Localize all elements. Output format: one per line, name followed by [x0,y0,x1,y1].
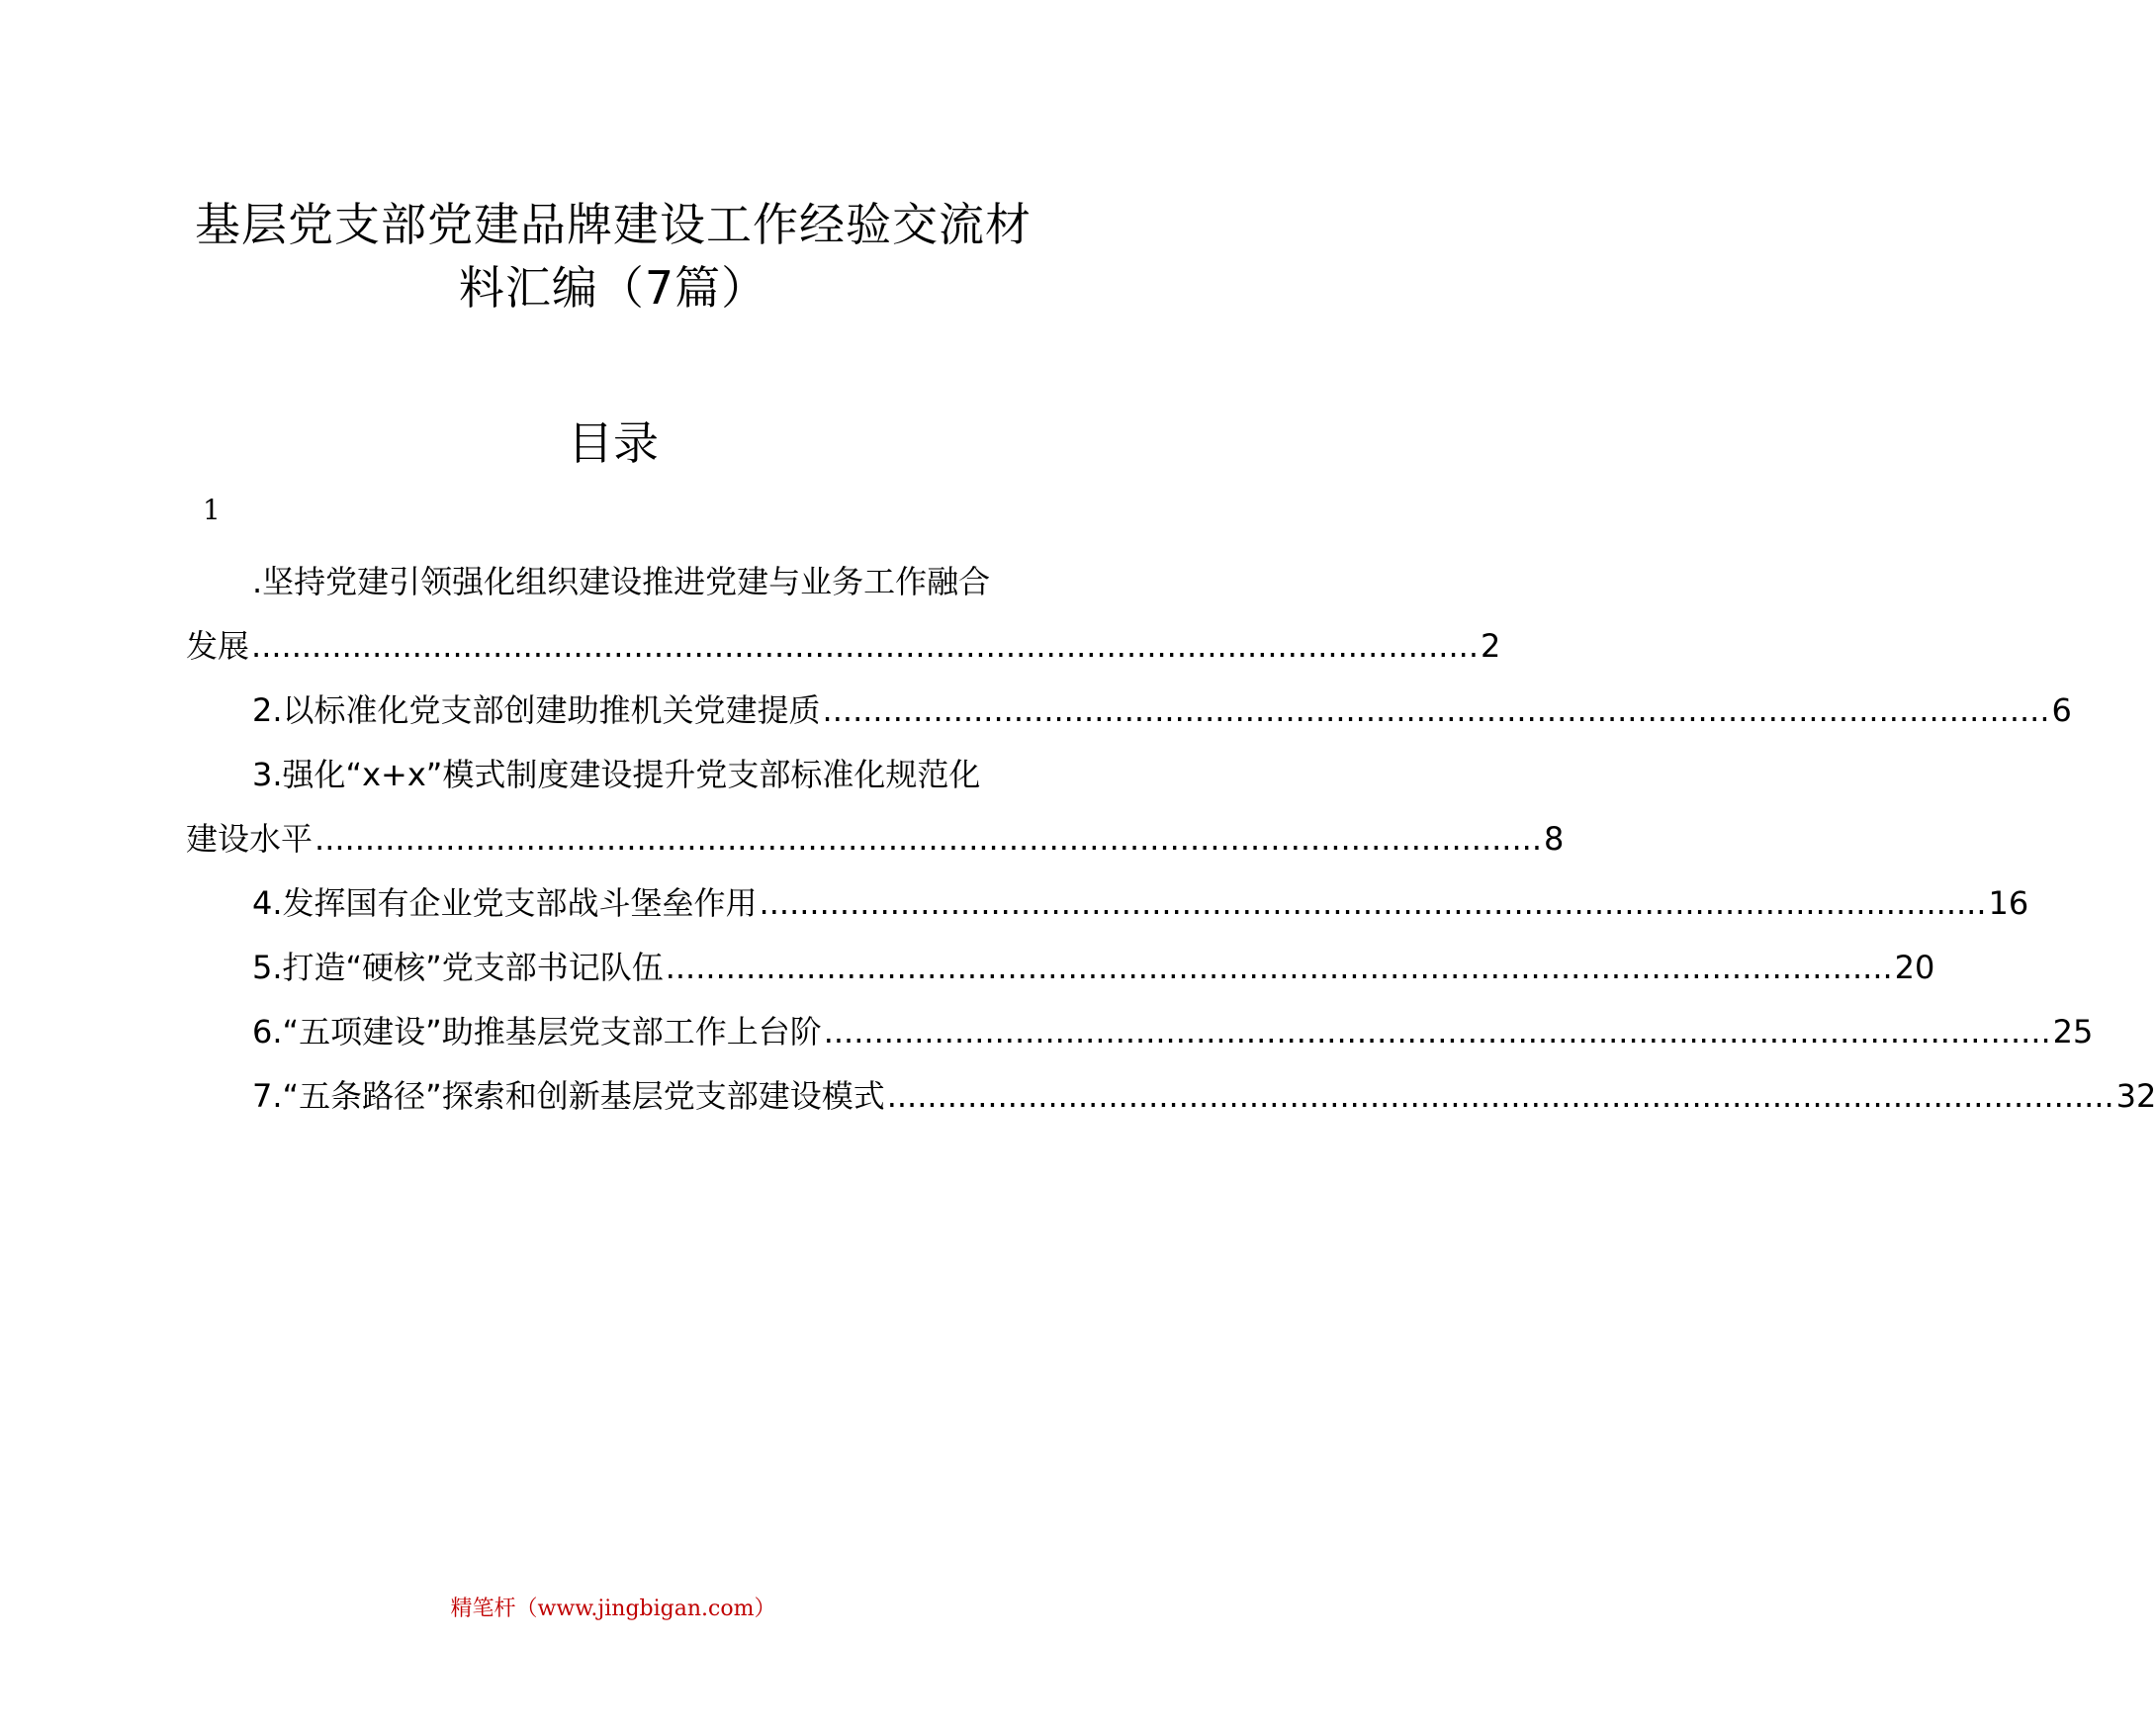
toc-entry-3-line-1[interactable] [186,743,1044,807]
toc-entry-title: 3.强化“x+x”模式制度建设提升党支部标准化规范化 [252,756,981,793]
toc-dot-leader: .......................................................................................................................... [822,691,2050,729]
toc-page-number: 20 [1894,949,1935,986]
toc-page-number: 25 [2052,1013,2094,1050]
toc-entry-title: 建设水平 [186,820,314,858]
toc-page-number: 6 [2051,691,2072,729]
toc-entry-title: 2.以标准化党支部创建助推机关党建提质 [252,691,821,729]
toc-page-number: 8 [1543,820,1565,858]
toc-entry-title: 6.“五项建设”助推基层党支部工作上台阶 [252,1013,822,1050]
toc-entry-title: 5.打造“硬核”党支部书记队伍 [252,949,664,986]
toc-page-number: 16 [1988,884,2029,922]
toc-entry-title: .坚持党建引领强化组织建设推进党建与业务工作融合 [252,563,991,600]
footer-source: 精笔杆（www.jingbigan.com） [450,1597,776,1621]
document-title-line-1: 基层党支部党建品牌建设工作经验交流材 [195,198,1032,251]
toc-dot-leader: .......................................................................................................................... [886,1077,2114,1115]
toc-dot-leader: .......................................................................................................................... [251,627,1479,665]
toc-dot-leader: .......................................................................................................................... [759,884,1987,922]
toc-entry-title: 7.“五条路径”探索和创新基层党支部建设模式 [252,1077,885,1115]
toc-page-number: 2 [1480,627,1501,665]
toc-heading: 目录 [568,416,659,470]
toc-dot-leader: .......................................................................................................................... [665,949,1893,986]
toc-entry-1-line-2[interactable] [186,614,1501,679]
toc-entry-4[interactable] [186,871,2029,936]
document-title [188,193,1038,320]
toc-dot-leader: .......................................................................................................................... [314,820,1542,858]
toc-page-number: 32 [2115,1077,2156,1115]
toc-entry-3-line-2[interactable] [186,807,1565,871]
toc-entry-6[interactable] [186,1000,2094,1064]
toc-entry-title: 发展 [186,627,250,665]
toc-entry-title: 4.发挥国有企业党支部战斗堡垒作用 [252,884,758,922]
toc-entry-7[interactable] [186,1064,2156,1129]
toc-entry-5[interactable] [186,936,1935,1000]
toc-entry-1-line-1[interactable] [186,550,1044,614]
document-title-line-2: 料汇编（7篇） [458,261,768,315]
table-of-contents [186,550,2156,1129]
toc-dot-leader: .......................................................................................................................... [823,1013,2051,1050]
toc-entry-2[interactable] [186,679,2072,743]
stray-list-number: 1 [203,494,221,526]
